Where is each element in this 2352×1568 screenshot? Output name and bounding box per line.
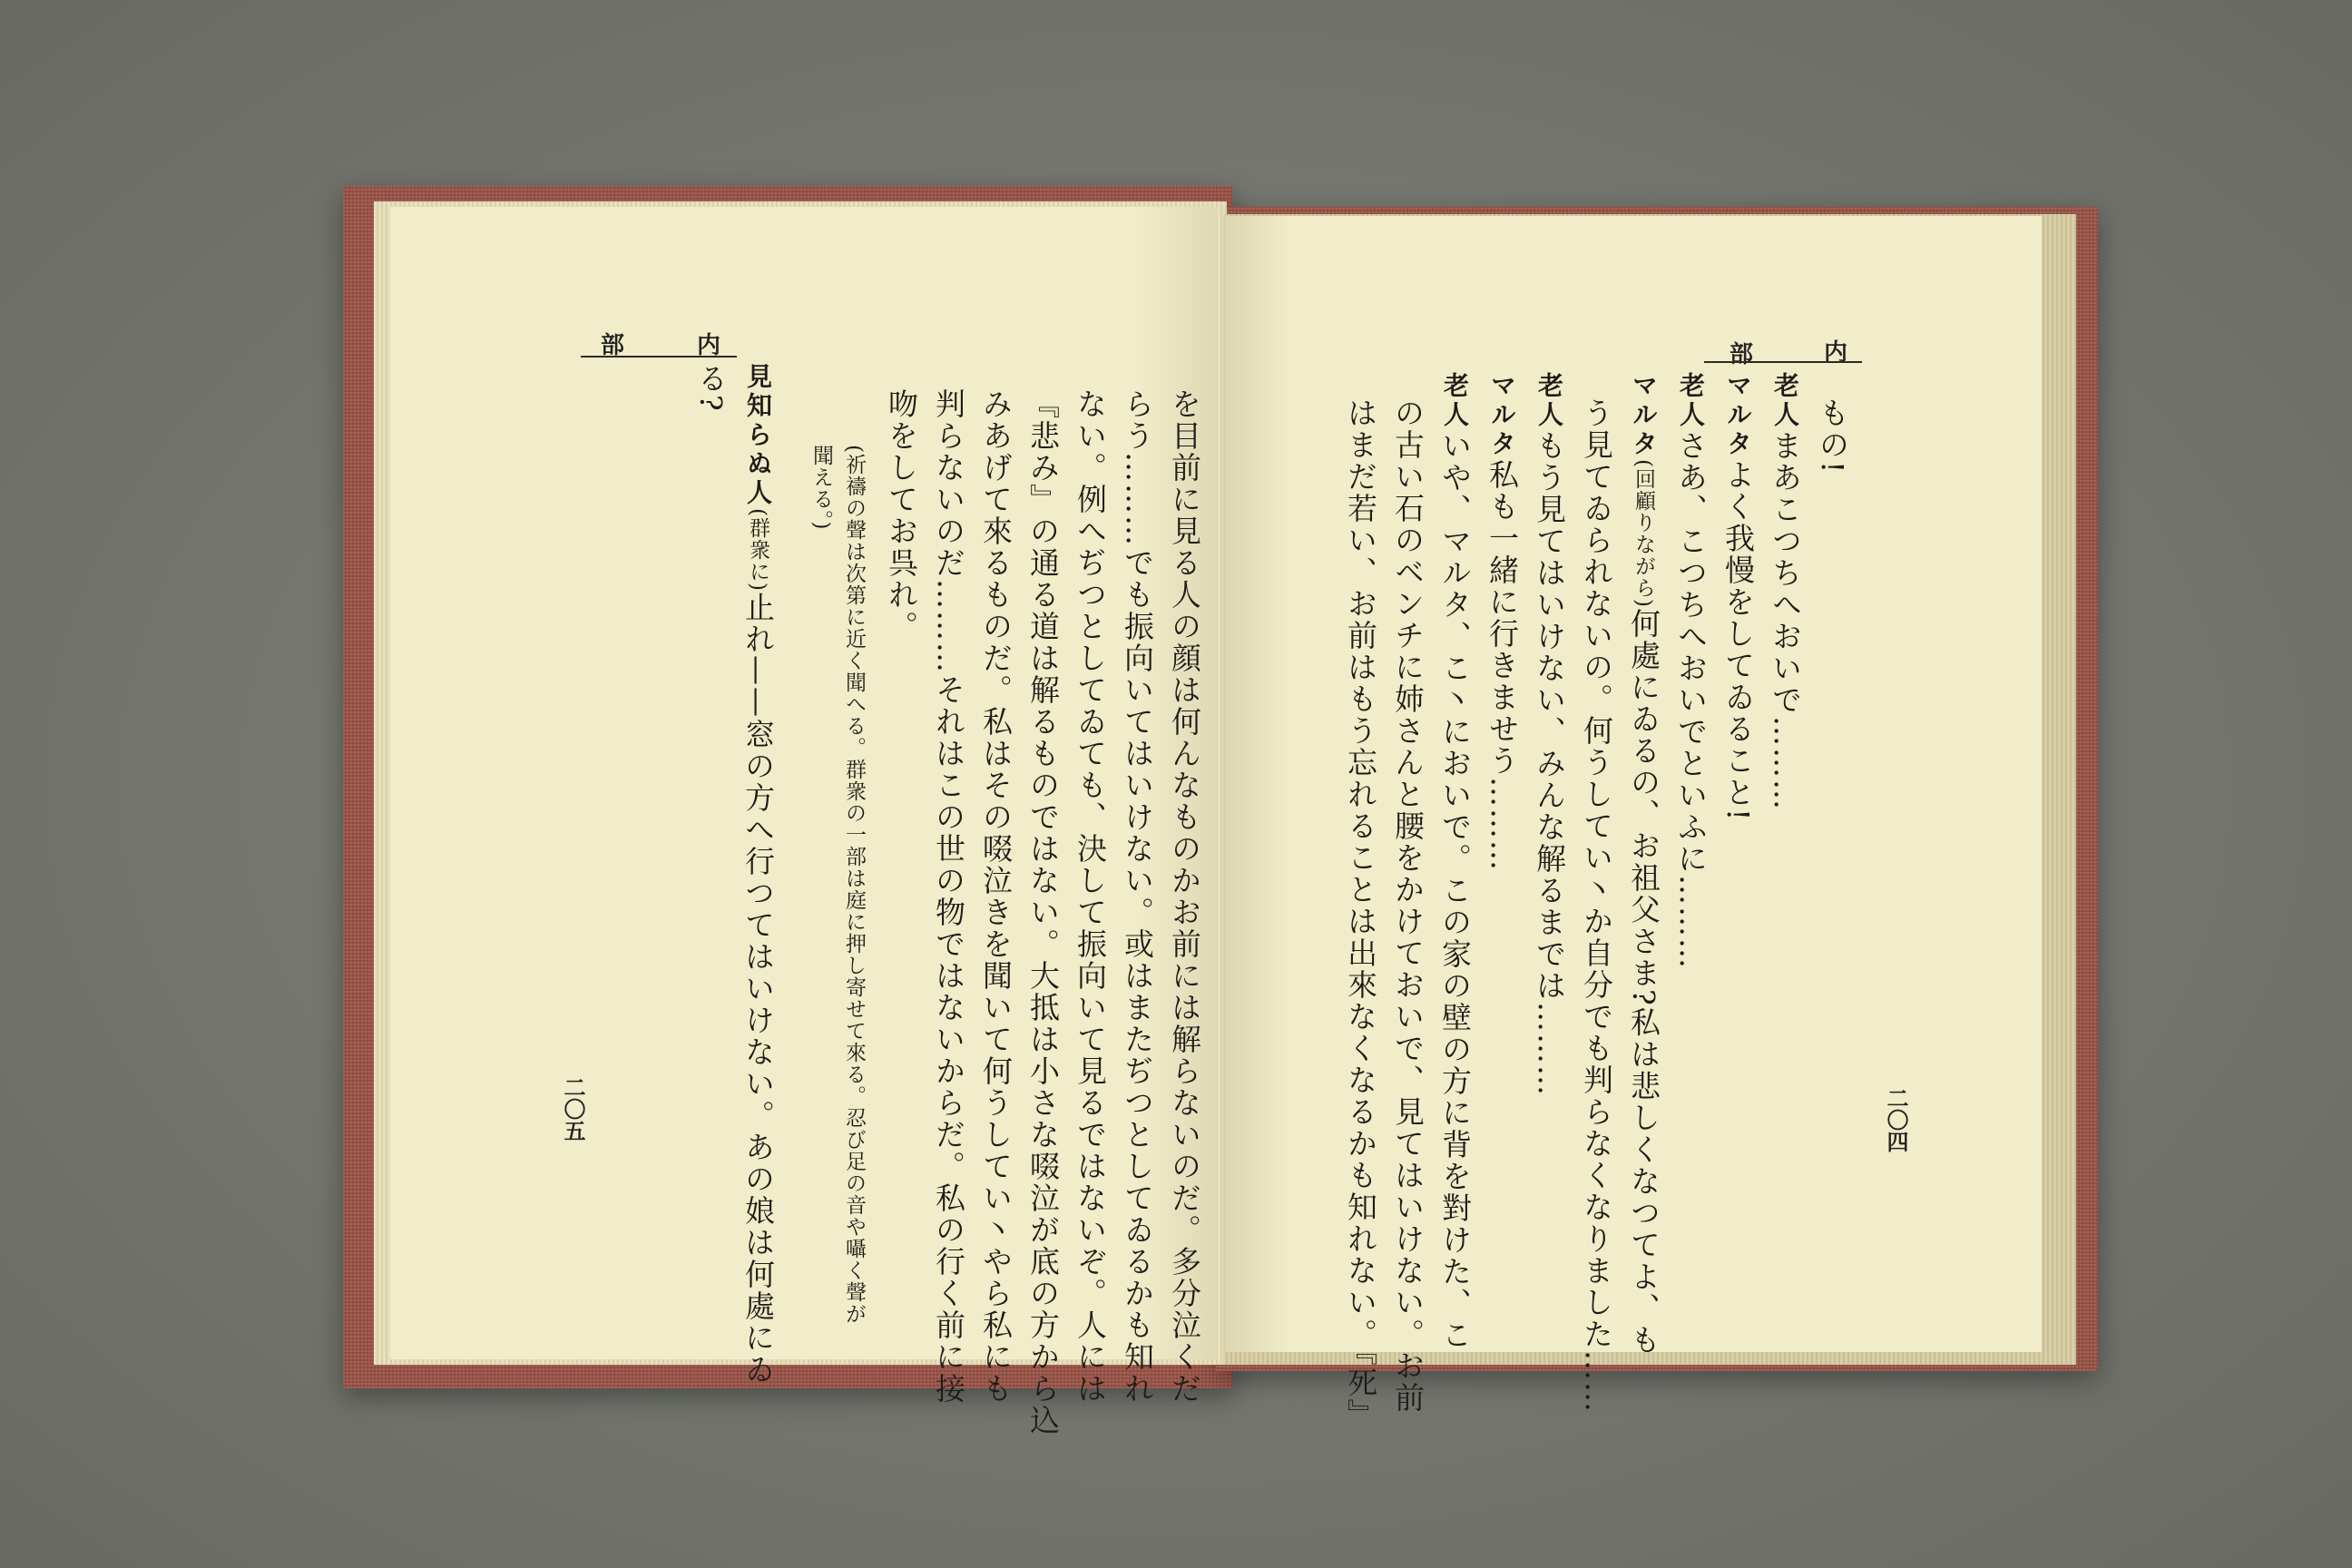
text-column: う見てゐられないの。何うしてい丶か自分でも判らなくなりました…… xyxy=(1579,397,1614,1414)
page-number: 二〇四 xyxy=(1883,1087,1908,1152)
stage-direction: 聞える。) xyxy=(809,445,833,531)
speaker-name: 老人 xyxy=(1534,372,1564,430)
header-rule xyxy=(1704,361,1862,363)
speaker-name: マルタ xyxy=(1723,372,1753,459)
speaker-name: マルタ xyxy=(1487,372,1517,459)
right-page xyxy=(1225,216,2042,1431)
header-label-left: 部 xyxy=(1730,341,1754,368)
header-rule xyxy=(581,356,737,358)
text-column: 老人もう見てはいけない、みんな解るまでは……… xyxy=(1532,372,1567,1097)
header-label-left: 部 xyxy=(601,332,625,359)
speaker-name: 老人 xyxy=(1676,372,1706,430)
text-column: る? xyxy=(693,363,729,413)
stage-note: (群衆に) xyxy=(746,508,769,592)
text-column: マルタ私も一緒に行きませう……… xyxy=(1485,372,1520,872)
text-column: 『悲み』の通る道は解るものではない。大抵は小さな啜泣が底の方から込 xyxy=(1025,388,1061,1436)
stage-note: (回顧りながら) xyxy=(1632,459,1655,608)
text-column: を目前に見る人の顔は何んなものかお前には解らないのだ。多分泣くだ xyxy=(1167,388,1202,1405)
text-column: の古い石のベンチに姉さんと腰をかけておいで、見てはいけない。お前 xyxy=(1390,397,1426,1414)
header-label-right: 内 xyxy=(1824,339,1848,367)
text-column: 判らないのだ………それはこの世の物ではないからだ。私の行く前に接 xyxy=(931,388,966,1405)
page-number: 二〇五 xyxy=(560,1076,585,1142)
text-column: 吻をしてお呉れ。 xyxy=(884,388,919,642)
text-column: はまだ若い、お前はもう忘れることは出來なくなるかも知れない。『死』 xyxy=(1343,397,1378,1431)
speaker-name: 老人 xyxy=(1440,372,1470,430)
text-column: みあげて來るものだ。私はその啜泣きを聞いて何うしてい丶やら私にも xyxy=(978,388,1014,1405)
text-column: ない。例へぢつとしてゐても、決して振向いて見るではないぞ。人には xyxy=(1073,388,1108,1405)
header-label-right: 内 xyxy=(697,332,721,359)
text-column: もの! xyxy=(1815,397,1850,475)
text-column: マルタよく我慢をしてゐること! xyxy=(1720,372,1756,823)
text-column: 老人まあこつちへおいで……… xyxy=(1768,372,1803,811)
text-column: らう………でも振向いてはいけない。或はまたぢつとしてゐるかも知れ xyxy=(1120,388,1155,1405)
text-column: マルタ(回顧りながら)何處にゐるの、お祖父さま?私は悲しくなつてよ、も xyxy=(1626,372,1661,1357)
speaker-name: 見知らぬ人 xyxy=(743,363,773,508)
stage-direction: (祈禱の聲は次第に近く聞へる。群衆の一部は庭に押し寄せて來る。忍び足の音や囁く聲が xyxy=(842,445,866,1325)
text-column: 老人さあ、こつちへおいでといふに……… xyxy=(1673,372,1709,970)
text-column: 老人いや、マルタ、こ丶においで。この家の壁の方に背を對けた、こ xyxy=(1437,372,1473,1351)
text-column: 見知らぬ人(群衆に)止れ——窓の方へ行つてはいけない。あの娘は何處にゐ xyxy=(740,363,776,1386)
left-page xyxy=(390,207,1218,1436)
speaker-name: マルタ xyxy=(1629,372,1659,459)
speaker-name: 老人 xyxy=(1770,372,1800,430)
